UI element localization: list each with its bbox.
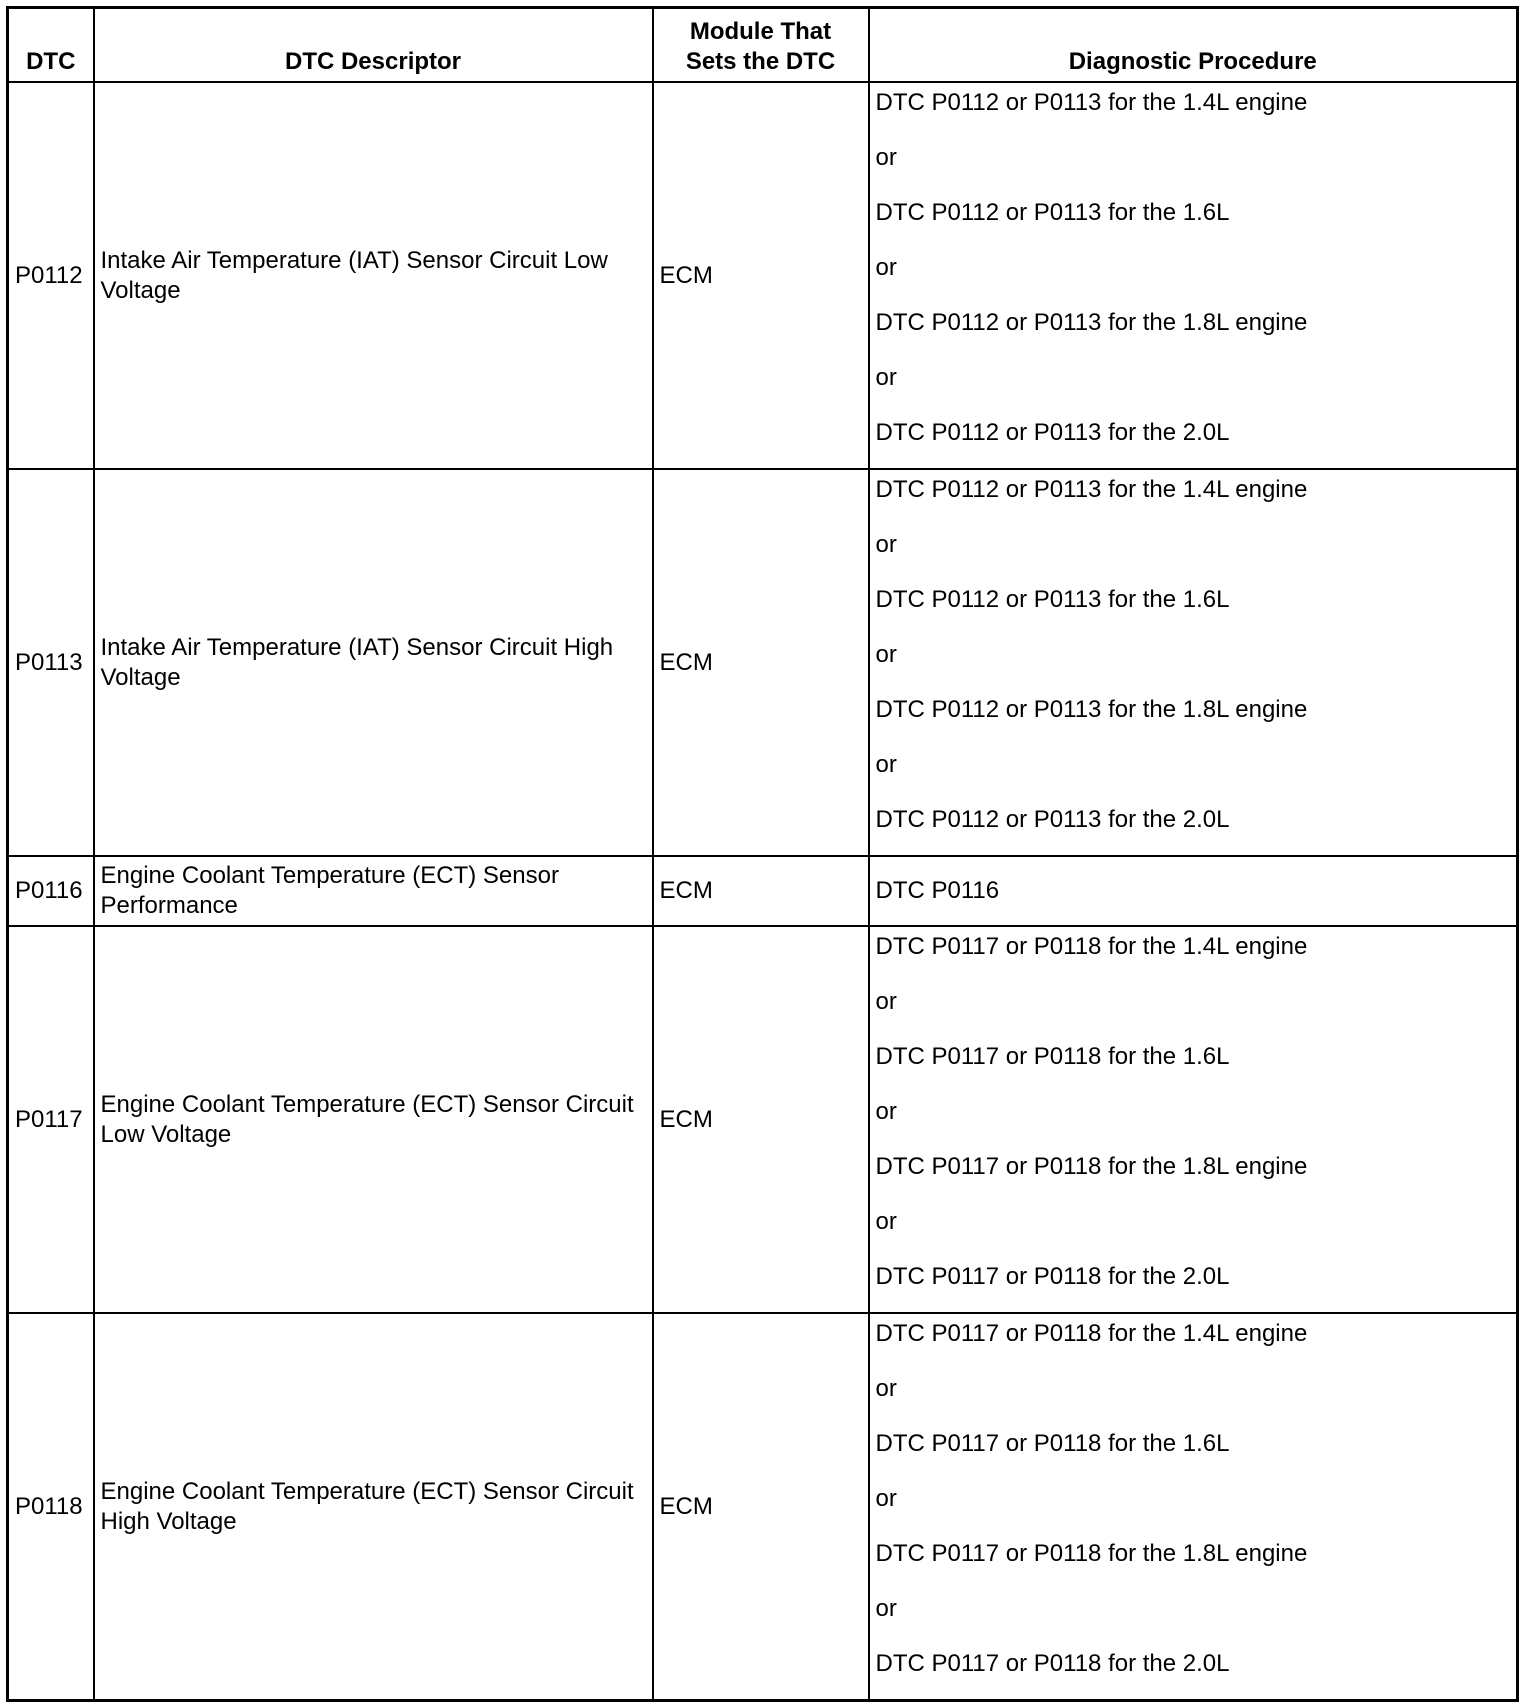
dtc-descriptor: Intake Air Temperature (IAT) Sensor Circuit Low Voltage bbox=[94, 82, 653, 469]
procedure-separator: or bbox=[875, 751, 897, 778]
procedure-separator: or bbox=[875, 1098, 897, 1125]
diagnostic-procedure bbox=[869, 856, 1518, 926]
procedure-separator: or bbox=[875, 1485, 897, 1512]
procedure-link[interactable]: DTC P0117 or P0118 for the 1.4L engine bbox=[875, 1320, 1308, 1347]
header-module bbox=[653, 8, 869, 83]
procedure-link[interactable]: DTC P0112 or P0113 for the 1.4L engine bbox=[875, 476, 1308, 503]
dtc-descriptor: Engine Coolant Temperature (ECT) Sensor Circuit Low Voltage bbox=[94, 926, 653, 1313]
procedure-separator: or bbox=[875, 144, 897, 171]
dtc-table bbox=[6, 6, 1519, 1702]
procedure-separator: or bbox=[875, 641, 897, 668]
procedure-link[interactable]: DTC P0117 or P0118 for the 1.6L bbox=[875, 1430, 1230, 1457]
dtc-module: ECM bbox=[653, 926, 869, 1313]
dtc-descriptor: Intake Air Temperature (IAT) Sensor Circuit High Voltage bbox=[94, 469, 653, 856]
procedure-link[interactable]: DTC P0117 or P0118 for the 1.4L engine bbox=[875, 933, 1308, 960]
dtc-descriptor: Engine Coolant Temperature (ECT) Sensor Circuit High Voltage bbox=[94, 1313, 653, 1701]
procedure-separator: or bbox=[875, 1375, 897, 1402]
dtc-code: P0113 bbox=[8, 469, 94, 856]
procedure-separator: or bbox=[875, 1595, 897, 1622]
procedure-link[interactable]: DTC P0112 or P0113 for the 1.8L engine bbox=[875, 696, 1308, 723]
diagnostic-procedure bbox=[869, 1313, 1518, 1701]
table-row bbox=[8, 82, 1518, 469]
dtc-module: ECM bbox=[653, 1313, 869, 1701]
procedure-link[interactable]: DTC P0112 or P0113 for the 2.0L bbox=[875, 806, 1230, 833]
header-module-line1: Module That bbox=[689, 18, 832, 45]
dtc-module: ECM bbox=[653, 82, 869, 469]
procedure-separator: or bbox=[875, 1208, 897, 1235]
header-module-line2: Sets the DTC bbox=[685, 48, 836, 75]
procedure-link[interactable]: DTC P0117 or P0118 for the 2.0L bbox=[875, 1650, 1230, 1677]
table-body bbox=[8, 82, 1518, 1701]
procedure-link[interactable]: DTC P0112 or P0113 for the 1.8L engine bbox=[875, 309, 1308, 336]
dtc-code: P0112 bbox=[8, 82, 94, 469]
procedure-link[interactable]: DTC P0117 or P0118 for the 1.6L bbox=[875, 1043, 1230, 1070]
header-row bbox=[8, 8, 1518, 83]
procedure-separator: or bbox=[875, 254, 897, 281]
dtc-module: ECM bbox=[653, 856, 869, 926]
table-header bbox=[8, 8, 1518, 83]
procedure-link[interactable]: DTC P0112 or P0113 for the 1.4L engine bbox=[875, 89, 1308, 116]
diagnostic-procedure bbox=[869, 82, 1518, 469]
dtc-module: ECM bbox=[653, 469, 869, 856]
dtc-descriptor: Engine Coolant Temperature (ECT) Sensor Performance bbox=[94, 856, 653, 926]
dtc-code: P0118 bbox=[8, 1313, 94, 1701]
header-dtc: DTC bbox=[8, 8, 94, 83]
procedure-link[interactable]: DTC P0117 or P0118 for the 1.8L engine bbox=[875, 1153, 1308, 1180]
table-row bbox=[8, 856, 1518, 926]
dtc-code: P0117 bbox=[8, 926, 94, 1313]
table-row bbox=[8, 469, 1518, 856]
procedure-link[interactable]: DTC P0116 bbox=[875, 877, 1000, 904]
procedure-link[interactable]: DTC P0112 or P0113 for the 2.0L bbox=[875, 419, 1230, 446]
header-procedure: Diagnostic Procedure bbox=[869, 8, 1518, 83]
header-descriptor: DTC Descriptor bbox=[94, 8, 653, 83]
procedure-link[interactable]: DTC P0117 or P0118 for the 2.0L bbox=[875, 1263, 1230, 1290]
dtc-code: P0116 bbox=[8, 856, 94, 926]
diagnostic-procedure bbox=[869, 926, 1518, 1313]
procedure-separator: or bbox=[875, 531, 897, 558]
procedure-link[interactable]: DTC P0117 or P0118 for the 1.8L engine bbox=[875, 1540, 1308, 1567]
procedure-link[interactable]: DTC P0112 or P0113 for the 1.6L bbox=[875, 199, 1230, 226]
table-row bbox=[8, 926, 1518, 1313]
table-row bbox=[8, 1313, 1518, 1701]
procedure-link[interactable]: DTC P0112 or P0113 for the 1.6L bbox=[875, 586, 1230, 613]
procedure-separator: or bbox=[875, 364, 897, 391]
diagnostic-procedure bbox=[869, 469, 1518, 856]
procedure-separator: or bbox=[875, 988, 897, 1015]
